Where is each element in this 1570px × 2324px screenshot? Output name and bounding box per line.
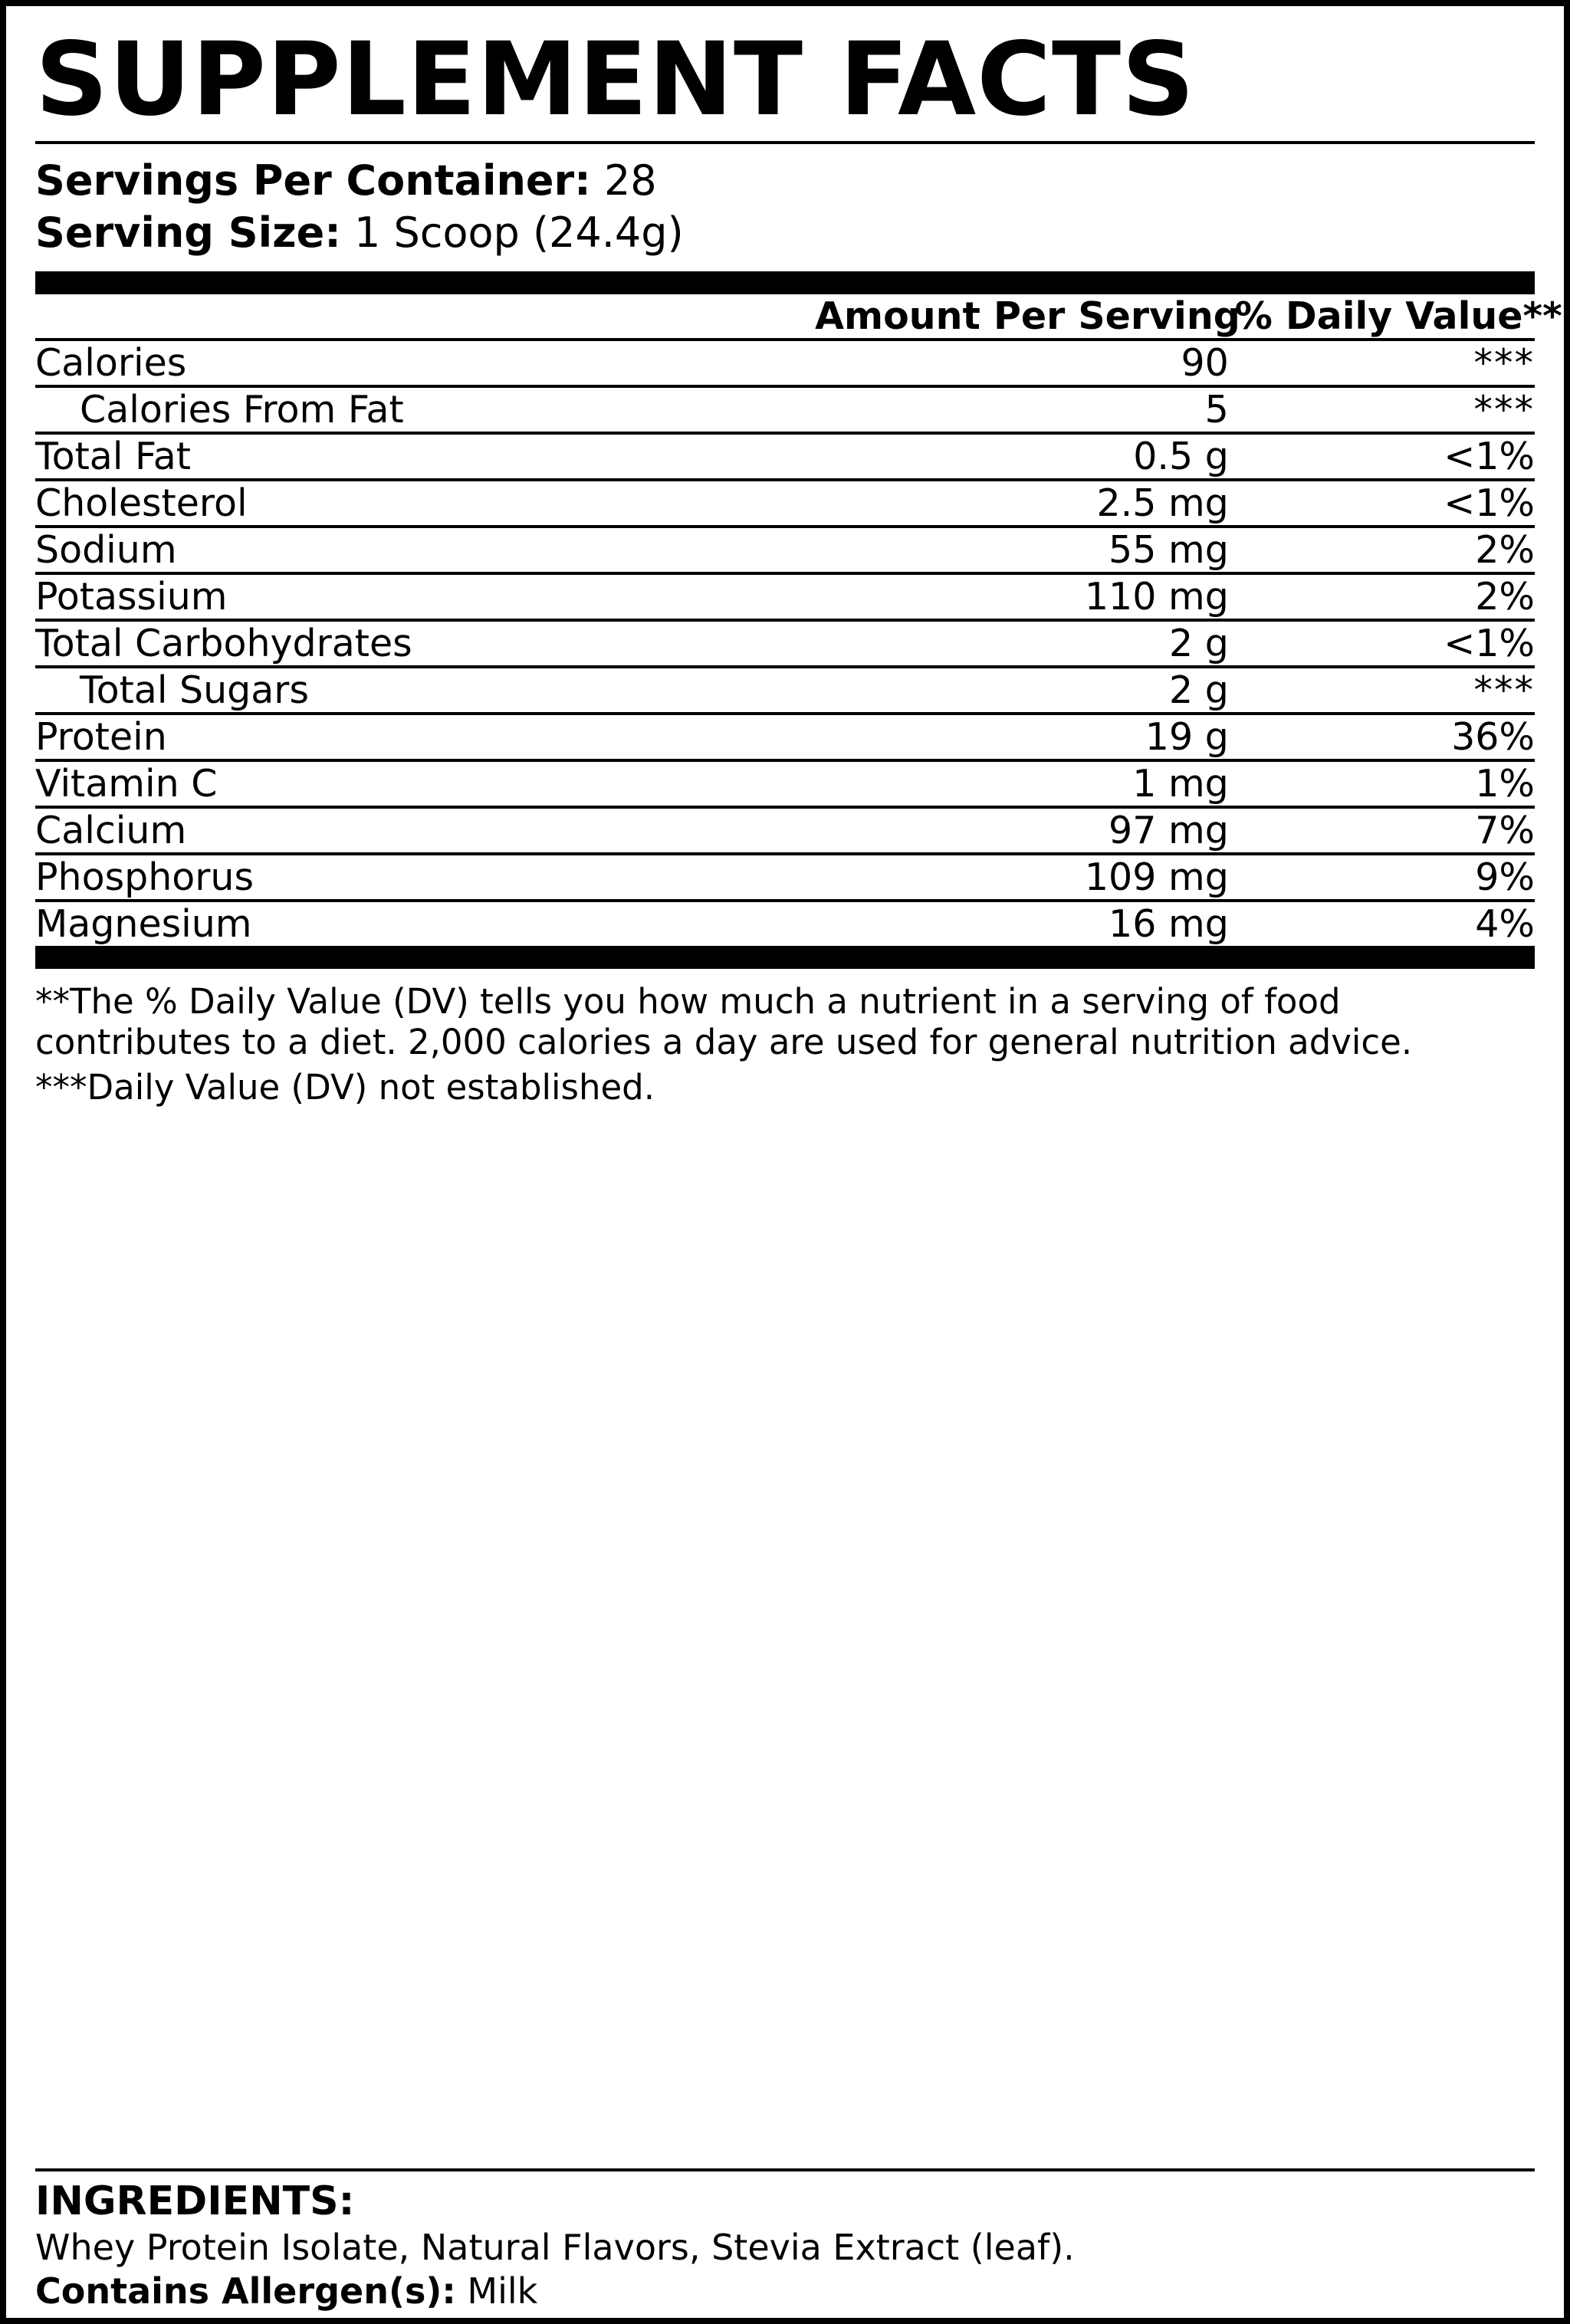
ingredients-title: INGREDIENTS: — [35, 2178, 355, 2225]
row-daily-value: 4% — [1235, 901, 1535, 946]
row-amount: 97 mg — [815, 807, 1235, 854]
serving-size-value: 1 Scoop (24.4g) — [353, 208, 684, 258]
allergen-statement — [35, 2270, 1535, 2312]
table-row — [35, 433, 1535, 480]
row-amount: 0.5 g — [815, 433, 1235, 480]
table-row — [35, 854, 1535, 901]
row-daily-value: 2% — [1235, 527, 1535, 573]
row-nutrient-name: Total Carbohydrates — [35, 620, 815, 667]
row-nutrient-name: Calories From Fat — [35, 386, 815, 433]
table-row — [35, 901, 1535, 946]
ingredients-text: Whey Protein Isolate, Natural Flavors, Stevia Extract (leaf). — [35, 2227, 1075, 2269]
row-nutrient-name: Potassium — [35, 573, 815, 620]
page-title: SUPPLEMENT FACTS — [35, 21, 1196, 139]
row-daily-value: 36% — [1235, 714, 1535, 760]
row-daily-value: <1% — [1235, 480, 1535, 527]
row-daily-value: <1% — [1235, 433, 1535, 480]
row-daily-value: *** — [1235, 667, 1535, 714]
table-row — [35, 807, 1535, 854]
row-daily-value: 7% — [1235, 807, 1535, 854]
row-amount: 110 mg — [815, 573, 1235, 620]
footnotes — [35, 969, 1535, 1108]
row-daily-value: *** — [1235, 386, 1535, 433]
row-nutrient-name: Sodium — [35, 527, 815, 573]
row-amount: 19 g — [815, 714, 1235, 760]
table-row — [35, 386, 1535, 433]
row-daily-value: 1% — [1235, 760, 1535, 807]
servings-per-container — [35, 155, 1535, 207]
divider-thick-bottom — [35, 946, 1535, 969]
row-nutrient-name: Phosphorus — [35, 854, 815, 901]
row-amount: 109 mg — [815, 854, 1235, 901]
footnote-not-established: ***Daily Value (DV) not established. — [35, 1067, 655, 1108]
row-nutrient-name: Calcium — [35, 807, 815, 854]
table-row — [35, 573, 1535, 620]
table-row — [35, 620, 1535, 667]
row-daily-value: 2% — [1235, 573, 1535, 620]
table-row — [35, 480, 1535, 527]
row-amount: 5 — [815, 386, 1235, 433]
servings-per-container-value: 28 — [603, 156, 657, 205]
serving-size — [35, 207, 1535, 259]
row-nutrient-name: Calories — [35, 340, 815, 386]
table-row — [35, 527, 1535, 573]
row-amount: 1 mg — [815, 760, 1235, 807]
divider-thick-top — [35, 271, 1535, 294]
row-nutrient-name: Total Fat — [35, 433, 815, 480]
row-daily-value: *** — [1235, 340, 1535, 386]
divider-above-ingredients — [35, 2168, 1535, 2171]
table-row — [35, 340, 1535, 386]
table-row — [35, 760, 1535, 807]
ingredients-section — [35, 2168, 1535, 2312]
row-nutrient-name: Cholesterol — [35, 480, 815, 527]
table-row — [35, 667, 1535, 714]
row-nutrient-name: Vitamin C — [35, 760, 815, 807]
row-amount: 2 g — [815, 620, 1235, 667]
row-daily-value: 9% — [1235, 854, 1535, 901]
allergen-label: Contains Allergen(s): — [35, 2270, 456, 2312]
servings-block — [35, 144, 1535, 271]
row-nutrient-name: Magnesium — [35, 901, 815, 946]
row-amount: 90 — [815, 340, 1235, 386]
row-amount: 16 mg — [815, 901, 1235, 946]
table-row — [35, 714, 1535, 760]
row-amount: 2 g — [815, 667, 1235, 714]
nutrition-table — [35, 294, 1562, 947]
row-nutrient-name: Total Sugars — [35, 667, 815, 714]
footnote-daily-value: **The % Daily Value (DV) tells you how much a nutrient in a serving of food contributes to a diet. 2,000 calories a day are used for general nutrition advice. — [35, 981, 1413, 1063]
row-nutrient-name: Protein — [35, 714, 815, 760]
table-header-row — [35, 294, 1535, 340]
header-amount-per-serving: Amount Per Serving — [815, 294, 1240, 339]
row-amount: 2.5 mg — [815, 480, 1235, 527]
allergen-value: Milk — [467, 2270, 538, 2312]
servings-per-container-label: Servings Per Container: — [35, 156, 591, 205]
row-amount: 55 mg — [815, 527, 1235, 573]
header-nutrient — [35, 294, 815, 340]
header-daily-value: % Daily Value** — [1234, 294, 1562, 339]
row-daily-value: <1% — [1235, 620, 1535, 667]
serving-size-label: Serving Size: — [35, 208, 341, 258]
